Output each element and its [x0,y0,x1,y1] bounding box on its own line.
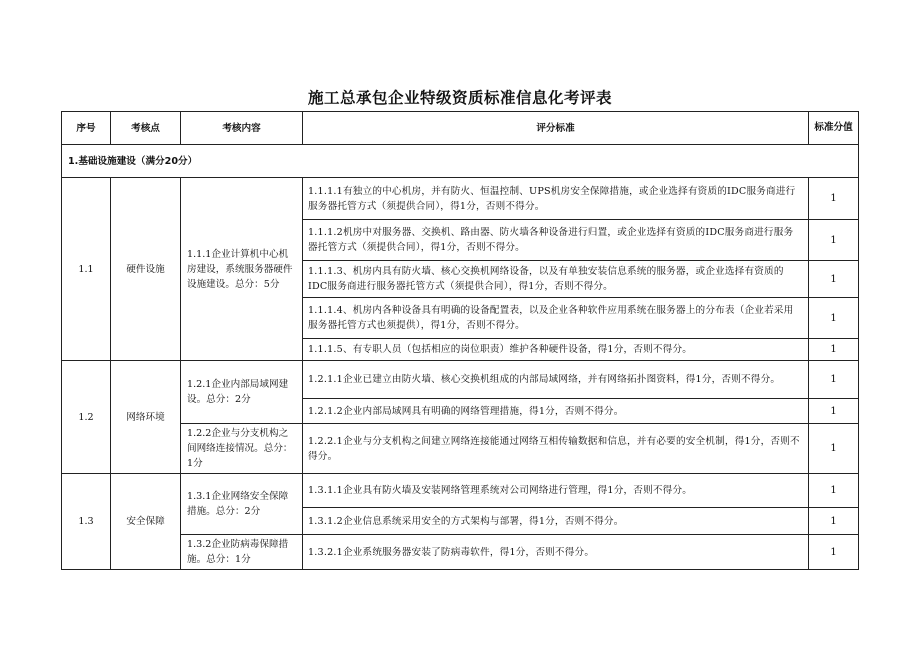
standard-text: 1.2.1.2企业内部局域网具有明确的网络管理措施，得1分，否则不得分。 [303,399,809,424]
header-content: 考核内容 [181,112,303,145]
item-content: 1.2.2企业与分支机构之间网络连接情况。总分：1分 [181,424,303,474]
header-no: 序号 [62,112,111,145]
section-title: 1.基础设施建设（满分20分） [62,145,859,178]
standard-text: 1.3.1.2企业信息系统采用安全的方式架构与部署，得1分，否则不得分。 [303,508,809,535]
document-title: 施工总承包企业特级资质标准信息化考评表 [307,89,612,107]
score-value: 1 [809,220,859,261]
score-value: 1 [809,298,859,339]
header-point: 考核点 [111,112,181,145]
item-no: 1.1 [62,178,111,361]
standard-text: 1.2.2.1企业与分支机构之间建立网络连接能通过网络互相传输数据和信息，并有必要的安全机制，得1分，否则不得分。 [303,424,809,474]
standard-text: 1.3.1.1企业具有防火墙及安装网络管理系统对公司网络进行管理，得1分，否则不得分。 [303,474,809,508]
item-point: 网络环境 [111,361,181,474]
standard-text: 1.3.2.1企业系统服务器安装了防病毒软件，得1分，否则不得分。 [303,535,809,570]
standard-text: 1.1.1.4、机房内各种设备具有明确的设备配置表，以及企业各种软件应用系统在服务器上的分布表（企业若采用服务器托管方式也须提供），得1分，否则不得分。 [303,298,809,339]
table-row [62,535,859,570]
header-row [62,112,859,145]
item-point: 硬件设施 [111,178,181,361]
evaluation-table [61,111,859,570]
header-standard: 评分标准 [303,112,809,145]
header-score: 标准分值 [809,112,859,145]
score-value: 1 [809,399,859,424]
standard-text: 1.1.1.2机房中对服务器、交换机、路由器、防火墙各种设备进行归置，或企业选择有资质的IDC服务商进行服务器托管方式（须提供合同），得1分，否则不得分。 [303,220,809,261]
table-row [62,178,859,220]
table-row [62,361,859,399]
score-value: 1 [809,508,859,535]
standard-text: 1.1.1.5、有专职人员（包括相应的岗位职责）维护各种硬件设备，得1分，否则不得分。 [303,339,809,361]
section-row [62,145,859,178]
standard-text: 1.1.1.3、机房内具有防火墙、核心交换机网络设备，以及有单独安装信息系统的服务器，或企业选择有资质的IDC服务商进行服务器托管方式（须提供合同），得1分，否则不得分。 [303,261,809,298]
item-content: 1.2.1企业内部局域网建设。总分：2分 [181,361,303,424]
score-value: 1 [809,474,859,508]
score-value: 1 [809,424,859,474]
table-row [62,474,859,508]
table-row [62,424,859,474]
score-value: 1 [809,339,859,361]
item-point: 安全保障 [111,474,181,570]
score-value: 1 [809,261,859,298]
item-content: 1.3.2企业防病毒保障措施。总分：1分 [181,535,303,570]
score-value: 1 [809,178,859,220]
standard-text: 1.2.1.1企业已建立由防火墙、核心交换机组成的内部局域网络，并有网络拓扑图资料，得1分，否则不得分。 [303,361,809,399]
item-content: 1.1.1企业计算机中心机房建设，系统服务器硬件设施建设。总分：5分 [181,178,303,361]
score-value: 1 [809,535,859,570]
item-no: 1.2 [62,361,111,474]
item-no: 1.3 [62,474,111,570]
standard-text: 1.1.1.1有独立的中心机房，并有防火、恒温控制、UPS机房安全保障措施，或企业选择有资质的IDC服务商进行服务器托管方式（须提供合同），得1分，否则不得分。 [303,178,809,220]
score-value: 1 [809,361,859,399]
item-content: 1.3.1企业网络安全保障措施。总分：2分 [181,474,303,535]
